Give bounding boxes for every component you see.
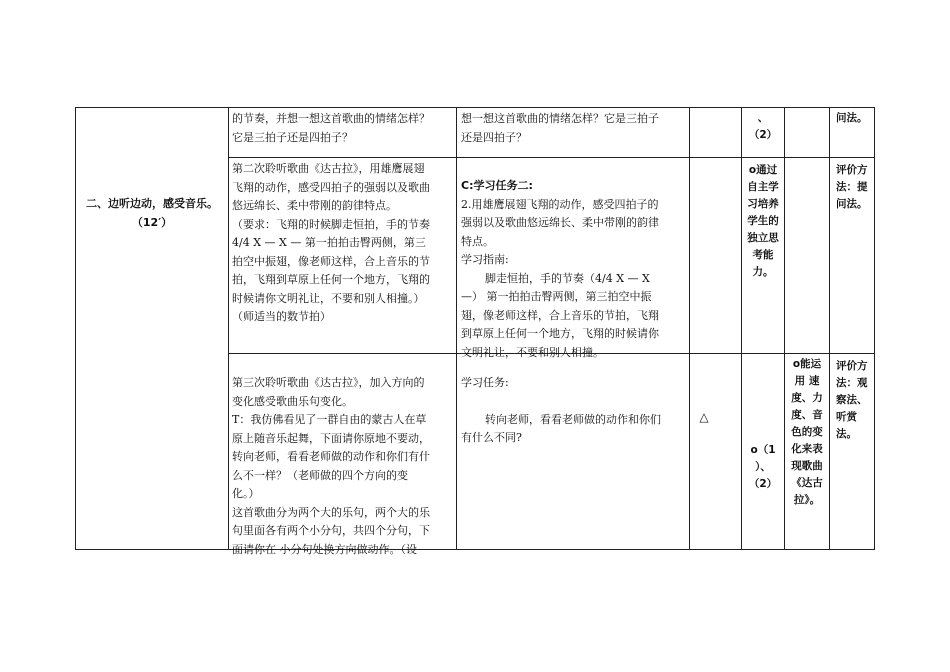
text-line: 翅，像老师这样，合上音乐的节拍，飞翔 [461, 308, 659, 322]
col-border-5 [784, 107, 785, 550]
text-line: 化。） [232, 487, 260, 500]
text-line: （要求：飞翔的时候脚走恒拍，手的节奏 [232, 217, 430, 231]
text-line: o通过 [748, 164, 778, 176]
goal-cell [742, 110, 784, 144]
method-cell [836, 162, 874, 213]
text-line: 时候请你文明礼让，不要和别人相撞。） [232, 291, 425, 305]
text-line: 自主学 [747, 181, 779, 193]
text-line: 问法。 [836, 112, 868, 124]
text-line: （2） [748, 478, 778, 490]
text-line: ）、 [755, 461, 771, 473]
col-border-1 [228, 107, 229, 550]
text-line: （师适当的数节拍） [232, 310, 331, 323]
col-border-3 [689, 107, 690, 550]
text-line: 转向老师，看看老师做的动作和你们有什 [232, 450, 430, 463]
text-line: 第二次聆听歌曲《达古拉》，用雄鹰展翅 [232, 162, 425, 175]
teacher-activity-cell [232, 110, 454, 147]
text-line: 2.用雄鹰展翅飞翔的动作，感受四拍子的 [461, 197, 659, 211]
section-title: 二、边听边动，感受音乐。 [86, 197, 218, 210]
student-activity-cell [461, 110, 687, 147]
row-divider-1 [228, 157, 875, 158]
text-line: 考能 [752, 249, 774, 261]
text-line: 这首歌曲分为两个大的乐句，两个大的乐 [232, 505, 430, 519]
text-line: 文明礼让，不要和别人相撞。 [461, 345, 604, 359]
task-title: C:学习任务二: [461, 179, 533, 192]
table-top-border [75, 107, 875, 108]
text-line: 度、力 [791, 392, 823, 404]
text-line: 想一想这首歌曲的情绪怎样？它是三拍子 [461, 112, 659, 125]
col-border-2 [456, 107, 457, 550]
col-border-7 [874, 107, 875, 550]
text-line: （2） [748, 129, 778, 141]
method-cell [836, 110, 874, 127]
text-line: 第三次聆听歌曲《达古拉》，加入方向的 [232, 376, 425, 389]
text-line: 有什么不同? [461, 431, 522, 444]
teacher-activity-cell [232, 160, 454, 327]
text-line: 学生的 [747, 215, 779, 227]
text-line: 转向老师，看看老师做的动作和你们 [485, 412, 661, 426]
target-cell [786, 356, 828, 509]
text-line: 强弱以及歌曲悠远绵长、柔中带刚的韵律 [461, 216, 659, 229]
table-bottom-border [75, 549, 875, 550]
goal-cell [742, 162, 784, 281]
text-line: 拍空中振翅，像老师这样，合上音乐的节 [232, 254, 430, 268]
text-line: 它是三拍子还是四拍子？ [232, 130, 353, 144]
text-line: 原上随音乐起舞，下面请你原地不要动， [232, 431, 430, 445]
text-line: 法：观 [836, 377, 868, 389]
student-activity-cell [461, 177, 687, 362]
text-line: 度、音 [791, 409, 823, 421]
text-line: 法。 [836, 428, 857, 440]
teacher-activity-cell [232, 374, 454, 559]
blank-line [461, 393, 687, 411]
text-line: —） 第一拍拍击臀两侧，第三拍空中振 [461, 290, 652, 303]
text-line: 到草原上任何一个地方，飞翔的时候请你 [461, 327, 659, 340]
text-line: 化来表 [791, 443, 823, 455]
text-line: 拍，飞翔到草原上任何一个地方，飞翔的 [232, 273, 430, 286]
section-title-cell [76, 195, 228, 232]
mark-symbol: △ [699, 410, 709, 424]
text-line: 习培养 [747, 198, 779, 210]
col-border-0 [75, 107, 76, 550]
text-line: 听赏 [836, 411, 857, 423]
text-line: 现歌曲 [791, 460, 823, 472]
text-line: 问法。 [836, 198, 868, 210]
text-line: 么不一样？（老师做的四个方向的变 [232, 468, 408, 482]
text-line: 的节奏，并想一想这首歌曲的情绪怎样？ [232, 112, 430, 125]
text-line: 力。 [752, 266, 774, 278]
mark-cell [690, 408, 718, 427]
text-line: 评价方 [836, 360, 868, 372]
section-time: （12′） [131, 215, 173, 229]
goal-cell [742, 442, 784, 493]
text-line: 《达古 [791, 477, 823, 489]
text-line: 用 速 [794, 375, 820, 387]
text-line: 独立思 [747, 232, 779, 244]
text-line: 学习指南: [461, 253, 509, 266]
text-line: o能运 [792, 358, 822, 370]
text-line: 拉》。 [793, 494, 821, 506]
col-border-6 [829, 107, 830, 550]
method-cell [836, 358, 874, 443]
text-line: 4/4 X — X — 第一拍拍击臀两侧，第三 [232, 236, 426, 249]
text-line: 变化感受歌曲乐句变化。 [232, 394, 353, 408]
text-line: 察法、 [836, 394, 868, 406]
text-line: 飞翔的动作，感受四拍子的强弱以及歌曲 [232, 180, 430, 194]
text-line: 悠远绵长、柔中带刚的韵律特点。 [232, 199, 397, 212]
text-line: 脚走恒拍，手的节奏（4/4 X — X [485, 271, 650, 285]
text-line: 、 [757, 112, 769, 124]
text-line: 法：提 [836, 181, 868, 193]
text-line: 面请你在 小分句处换方向做动作。（设 [232, 542, 417, 556]
text-line: T：我仿佛看见了一群自由的蒙古人在草 [232, 413, 427, 426]
text-line: 评价方 [836, 164, 868, 176]
student-activity-cell [461, 374, 687, 448]
text-line: 句里面各有两个小分句，共四个分句，下 [232, 524, 430, 537]
text-line: 学习任务: [461, 376, 509, 389]
text-line: 特点。 [461, 234, 494, 248]
text-line: 还是四拍子？ [461, 130, 527, 144]
text-line: 色的变 [791, 426, 823, 438]
text-line: o（1 [750, 444, 776, 456]
